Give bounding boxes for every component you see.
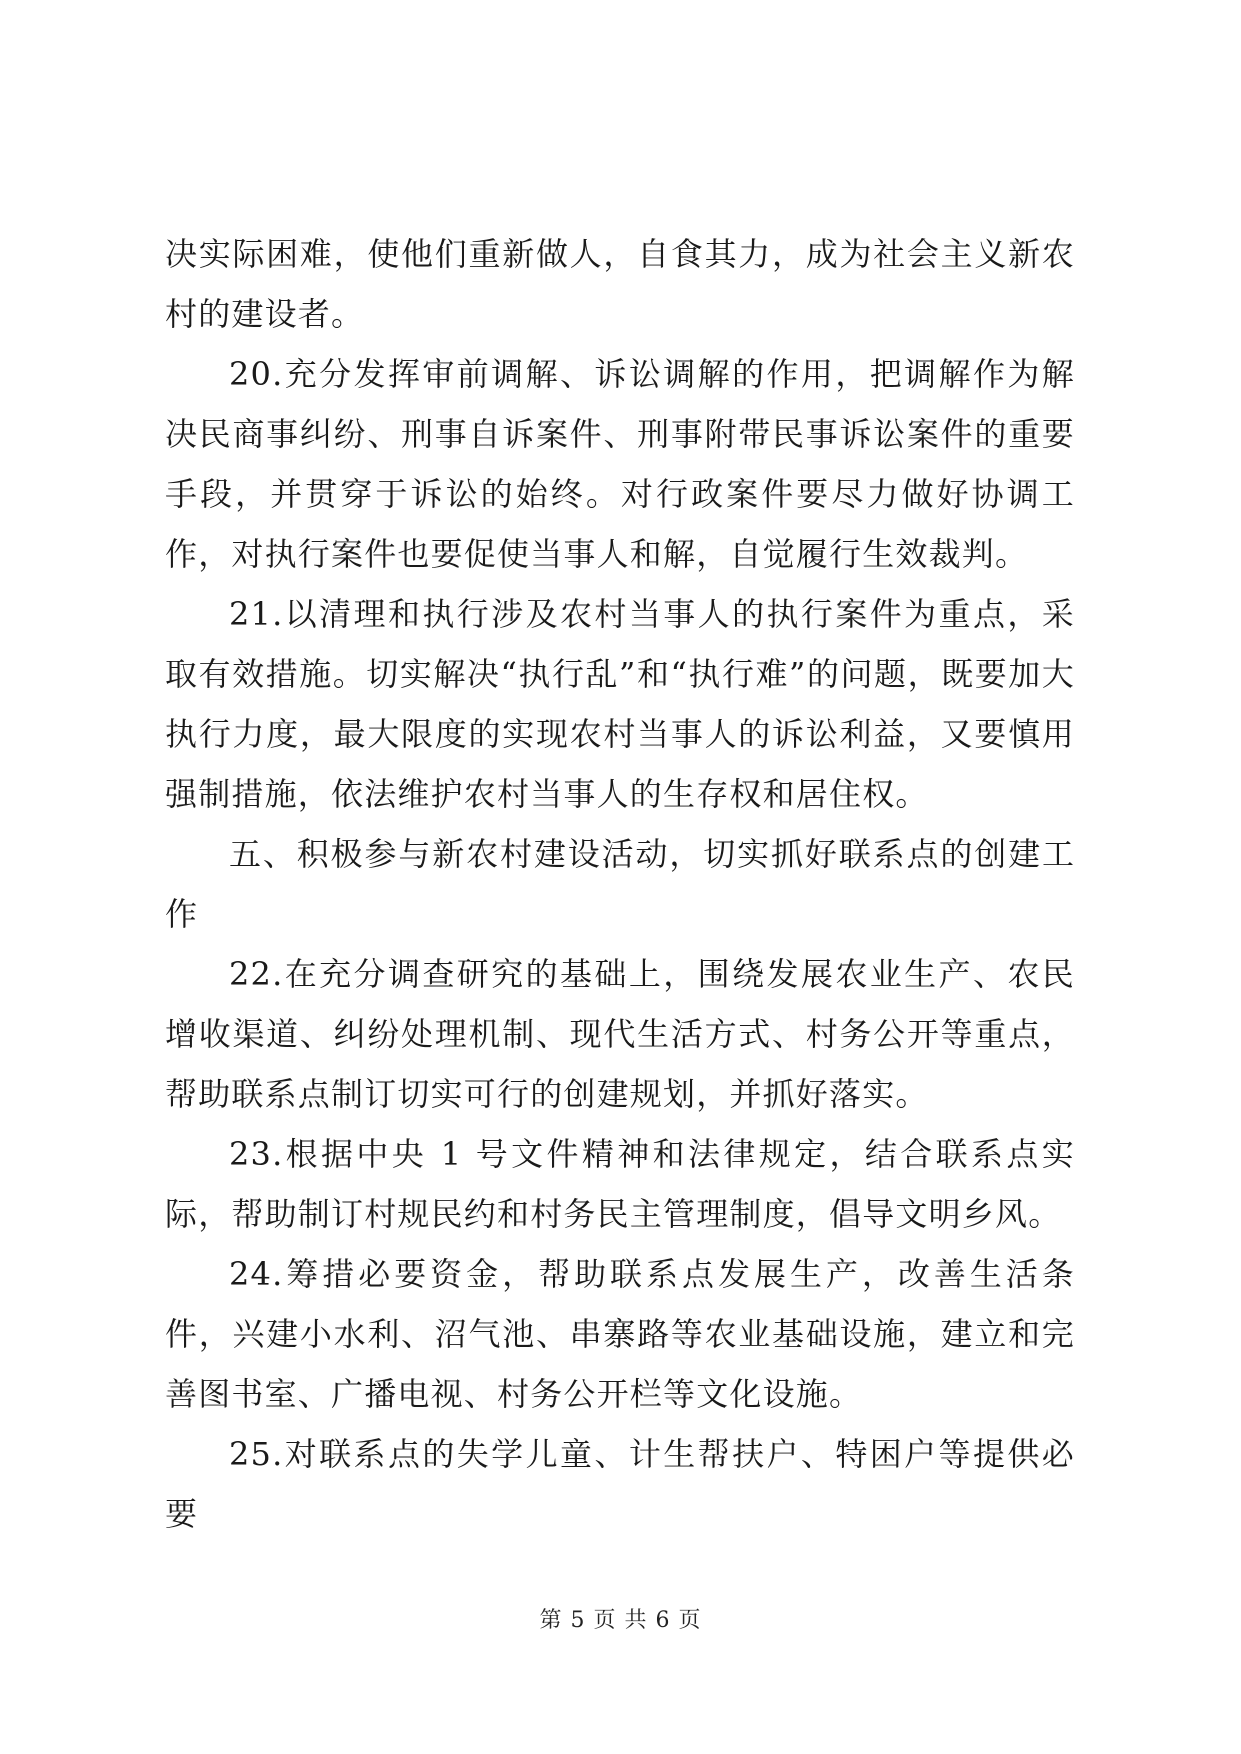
paragraph-21: 21.以清理和执行涉及农村当事人的执行案件为重点，采取有效措施。切实解决“执行乱”和“执行难”的问题，既要加大执行力度，最大限度的实现农村当事人的诉讼利益，又要慎用强制措施，依法维护农村当事人的生存权和居住权。 <box>165 595 1075 813</box>
paragraph-25: 25.对联系点的失学儿童、计生帮扶户、特困户等提供必要 <box>165 1435 1075 1533</box>
paragraph-20: 20.充分发挥审前调解、诉讼调解的作用，把调解作为解决民商事纠纷、刑事自诉案件、刑事附带民事诉讼案件的重要手段，并贯穿于诉讼的始终。对行政案件要尽力做好协调工作，对执行案件也要促使当事人和解，自觉履行生效裁判。 <box>165 355 1075 573</box>
paragraph-22: 22.在充分调查研究的基础上，围绕发展农业生产、农民增收渠道、纠纷处理机制、现代生活方式、村务公开等重点，帮助联系点制订切实可行的创建规划，并抓好落实。 <box>165 955 1075 1113</box>
document-body <box>165 224 1075 1544</box>
paragraph-24: 24.筹措必要资金，帮助联系点发展生产，改善生活条件，兴建小水利、沼气池、串寨路等农业基础设施，建立和完善图书室、广播电视、村务公开栏等文化设施。 <box>165 1255 1075 1413</box>
paragraph-23: 23.根据中央 1 号文件精神和法律规定，结合联系点实际，帮助制订村规民约和村务民主管理制度，倡导文明乡风。 <box>165 1135 1075 1233</box>
paragraph-continued: 决实际困难，使他们重新做人，自食其力，成为社会主义新农村的建设者。 <box>165 235 1075 333</box>
section-heading-5: 五、积极参与新农村建设活动，切实抓好联系点的创建工作 <box>165 835 1075 933</box>
page-footer: 第 5 页 共 6 页 <box>539 1608 702 1633</box>
